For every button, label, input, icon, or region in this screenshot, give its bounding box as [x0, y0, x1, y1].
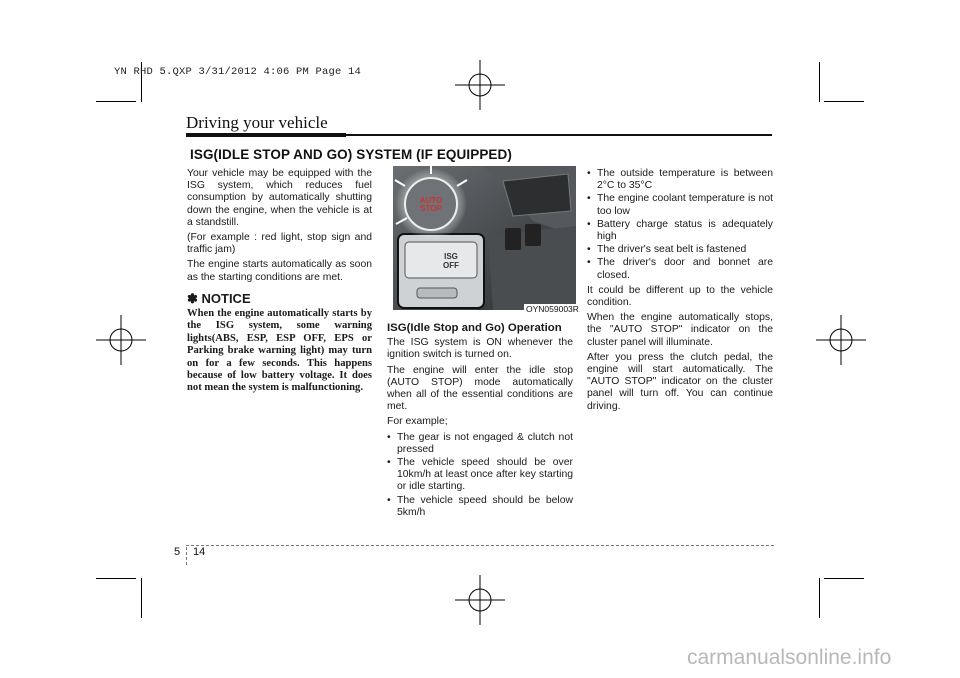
- footer-rule: [186, 545, 774, 546]
- registration-mark-right: [816, 315, 866, 365]
- section-title: ISG(IDLE STOP AND GO) SYSTEM (IF EQUIPPED): [190, 147, 512, 162]
- operation-paragraph-2: The engine will enter the idle stop (AUTO STOP) mode automatically when all of the essential conditions are met.: [387, 364, 573, 413]
- indicator-line-1: AUTO: [419, 196, 443, 205]
- header-bar: [186, 133, 346, 137]
- left-column: [187, 168, 372, 398]
- list-item: • The vehicle speed should be below 5km/h: [387, 495, 573, 519]
- chapter-number: 5: [174, 546, 181, 558]
- page-number: 14: [193, 546, 206, 558]
- list-item: • The engine coolant temperature is not too low: [587, 193, 773, 217]
- indicator-line-2: STOP: [420, 204, 442, 213]
- dashboard-illustration: [393, 166, 576, 310]
- example-paragraph: (For example : red light, stop sign and traffic jam): [187, 232, 372, 256]
- right-paragraph-1: It could be different up to the vehicle condition.: [587, 284, 773, 309]
- operation-paragraph-3: For example;: [387, 416, 448, 428]
- footer-separator: [186, 547, 187, 565]
- intro-paragraph: Your vehicle may be equipped with the ISG system, which reduces fuel consumption by automatically shutting down the engine, when the vehicle is at a standstill.: [187, 168, 372, 228]
- isg-switch-figure: [393, 166, 576, 310]
- watermark: carmanualsonline.info: [687, 646, 892, 669]
- registration-mark-bottom: [455, 575, 505, 625]
- condition-list-a: [387, 432, 573, 519]
- header-rule: [346, 134, 772, 136]
- list-item: • The driver's seat belt is fastened: [587, 244, 773, 256]
- list-item: • The outside temperature is between 2°C to 35°C: [587, 168, 773, 192]
- list-item: • Battery charge status is adequately high: [587, 219, 773, 243]
- right-paragraph-3: After you press the clutch pedal, the engine will start automatically. The "AUTO STOP" indicator on the cluster panel will turn off. You can continue driving.: [587, 351, 773, 412]
- button-label-line-2: OFF: [443, 261, 459, 270]
- operation-paragraph-1: The ISG system is ON whenever the ignition switch is turned on.: [387, 337, 573, 361]
- condition-list-b: [587, 168, 773, 282]
- figure-caption: OYN059003R: [526, 304, 579, 314]
- button-label-line-1: ISG: [444, 252, 458, 261]
- registration-mark-top: [455, 60, 505, 110]
- notice-title: ✽ NOTICE: [187, 290, 251, 306]
- restart-paragraph: The engine starts automatically as soon as the starting conditions are met.: [187, 259, 372, 283]
- right-column: [587, 168, 773, 416]
- registration-mark-left: [96, 315, 146, 365]
- right-paragraph-2: When the engine automatically stops, the "AUTO STOP" indicator on the cluster panel will illuminate.: [587, 312, 773, 348]
- notice-text: When the engine automatically starts by the ISG system, some warning lights(ABS, ESP, ESP OFF, EPS or Parking brake warning light) may turn on for a few seconds. This happens because of low battery voltage. It does not mean the system is malfunctioning.: [187, 308, 372, 394]
- auto-stop-indicator: [411, 197, 451, 213]
- list-item: • The vehicle speed should be over 10km/h at least once after key starting or idle starting.: [387, 457, 573, 494]
- list-item: • The driver's door and bonnet are closed.: [587, 257, 773, 281]
- isg-off-button-label: [433, 252, 469, 270]
- printer-slug: YN RHD 5.QXP 3/31/2012 4:06 PM Page 14: [114, 66, 362, 78]
- operation-subheading: ISG(Idle Stop and Go) Operation: [387, 322, 562, 334]
- list-item: • The gear is not engaged & clutch not pressed: [387, 432, 573, 456]
- page-header-title: Driving your vehicle: [186, 113, 328, 132]
- middle-column: [387, 318, 573, 522]
